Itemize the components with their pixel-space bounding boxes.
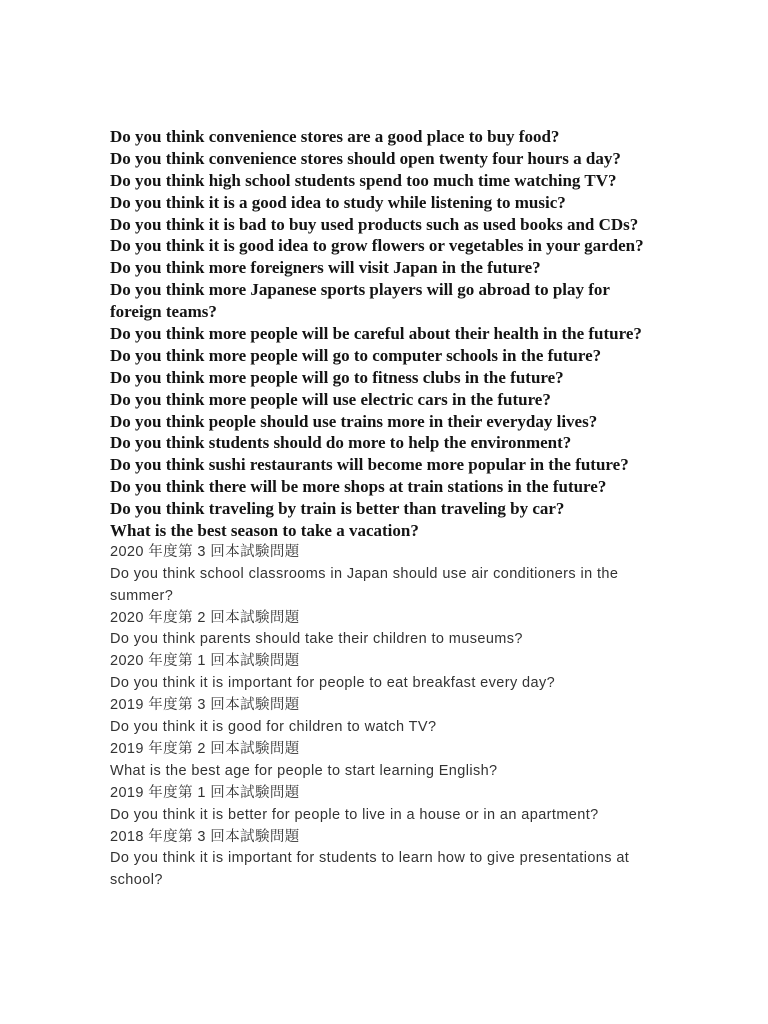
exam-question-line: Do you think it is important for students to learn how to give presentations at: [110, 850, 630, 867]
question-line: Do you think high school students spend too much time watching TV?: [110, 170, 617, 190]
question-line: Do you think traveling by train is better than traveling by car?: [110, 499, 565, 519]
exam-question-line: Do you think it is important for people to eat breakfast every day?: [110, 675, 556, 692]
question-line: Do you think students should do more to help the environment?: [110, 433, 572, 453]
question-line: Do you think it is a good idea to study while listening to music?: [110, 192, 566, 212]
exam-heading: 2020 年度第 3 回本試験問題: [110, 543, 300, 560]
exam-heading: 2019 年度第 3 回本試験問題: [110, 697, 300, 714]
question-line: Do you think more people will go to fitness clubs in the future?: [110, 367, 564, 387]
exam-section: [110, 783, 644, 827]
exam-section: [110, 739, 644, 783]
question-line: Do you think people should use trains more in their everyday lives?: [110, 411, 598, 431]
exam-question-line: What is the best age for people to start learning English?: [110, 762, 498, 779]
exam-heading: 2020 年度第 2 回本試験問題: [110, 609, 300, 626]
exam-heading: 2018 年度第 3 回本試験問題: [110, 828, 300, 845]
exam-heading: 2020 年度第 1 回本試験問題: [110, 653, 300, 670]
question-line: Do you think sushi restaurants will become more popular in the future?: [110, 455, 629, 475]
exam-section: [110, 542, 644, 608]
question-line: Do you think more people will be careful about their health in the future?: [110, 324, 642, 344]
question-line: Do you think more foreigners will visit Japan in the future?: [110, 258, 541, 278]
exam-question-line: Do you think it is good for children to watch TV?: [110, 719, 437, 736]
exam-section: [110, 651, 644, 695]
exam-question-line: Do you think parents should take their children to museums?: [110, 631, 523, 648]
question-line: Do you think it is bad to buy used products such as used books and CDs?: [110, 214, 639, 234]
question-list: [110, 126, 644, 892]
question-line: foreign teams?: [110, 302, 217, 322]
exam-heading: 2019 年度第 1 回本試験問題: [110, 784, 300, 801]
question-line: Do you think convenience stores should open twenty four hours a day?: [110, 148, 621, 168]
question-line: Do you think more people will go to computer schools in the future?: [110, 345, 602, 365]
exam-question-line: Do you think it is better for people to live in a house or in an apartment?: [110, 806, 599, 823]
exam-heading: 2019 年度第 2 回本試験問題: [110, 740, 300, 757]
question-line: Do you think there will be more shops at train stations in the future?: [110, 477, 607, 497]
question-line: Do you think it is good idea to grow flowers or vegetables in your garden?: [110, 236, 644, 256]
exam-section: [110, 695, 644, 739]
exam-section: [110, 608, 644, 652]
exam-question-line: school?: [110, 872, 163, 889]
question-line: Do you think more people will use electric cars in the future?: [110, 389, 551, 409]
question-line: What is the best season to take a vacation?: [110, 521, 419, 541]
exam-question-line: Do you think school classrooms in Japan should use air conditioners in the: [110, 565, 619, 582]
question-line: Do you think convenience stores are a good place to buy food?: [110, 127, 560, 146]
question-line: Do you think more Japanese sports players will go abroad to play for: [110, 280, 610, 300]
exam-question-line: summer?: [110, 587, 174, 604]
exam-section: [110, 827, 644, 893]
